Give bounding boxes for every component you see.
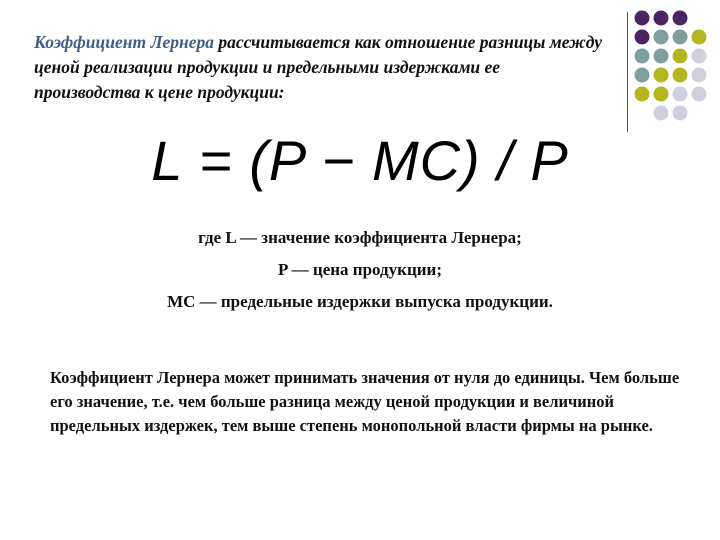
decor-dot <box>692 49 707 64</box>
decor-dot <box>635 49 650 64</box>
decor-dot <box>673 106 688 121</box>
decor-dot <box>673 87 688 102</box>
intro-text: рассчитывается как отношение разницы между ценой реализации продукции и предельными издержками ее производства к цене продукции: <box>34 32 603 102</box>
decor-dot <box>673 30 688 45</box>
decor-dot <box>654 68 669 83</box>
decor-dot <box>635 30 650 45</box>
vertical-divider <box>627 12 628 132</box>
decor-dot <box>654 87 669 102</box>
decor-dot <box>692 30 707 45</box>
decor-dot <box>654 30 669 45</box>
decor-dot <box>635 11 650 26</box>
decor-dot <box>654 106 669 121</box>
definition-p: P — цена продукции; <box>277 260 443 279</box>
decor-dot <box>635 87 650 102</box>
decor-dot <box>654 11 669 26</box>
definition-l: где L — значение коэффициента Лернера; <box>198 228 522 247</box>
decor-dot <box>635 68 650 83</box>
intro-term: Коэффициент Лернера <box>34 32 214 52</box>
conclusion-paragraph: Коэффициент Лернера может принимать значения от нуля до единицы. Чем больше его значение, т.е. чем больше разница между ценой продукции и величиной предельных издержек, тем выше степень монопольной власти фирмы на рынке. <box>50 368 680 435</box>
decor-dot <box>673 49 688 64</box>
definitions-list <box>60 228 660 324</box>
decor-dot <box>692 87 707 102</box>
decor-dot <box>692 68 707 83</box>
decor-dot <box>673 11 688 26</box>
lerner-formula: L = (P − MC) / P <box>151 129 569 192</box>
intro-paragraph <box>34 30 609 105</box>
decor-dot <box>673 68 688 83</box>
definition-mc: MC — предельные издержки выпуска продукции. <box>167 292 553 311</box>
decor-dot <box>654 49 669 64</box>
